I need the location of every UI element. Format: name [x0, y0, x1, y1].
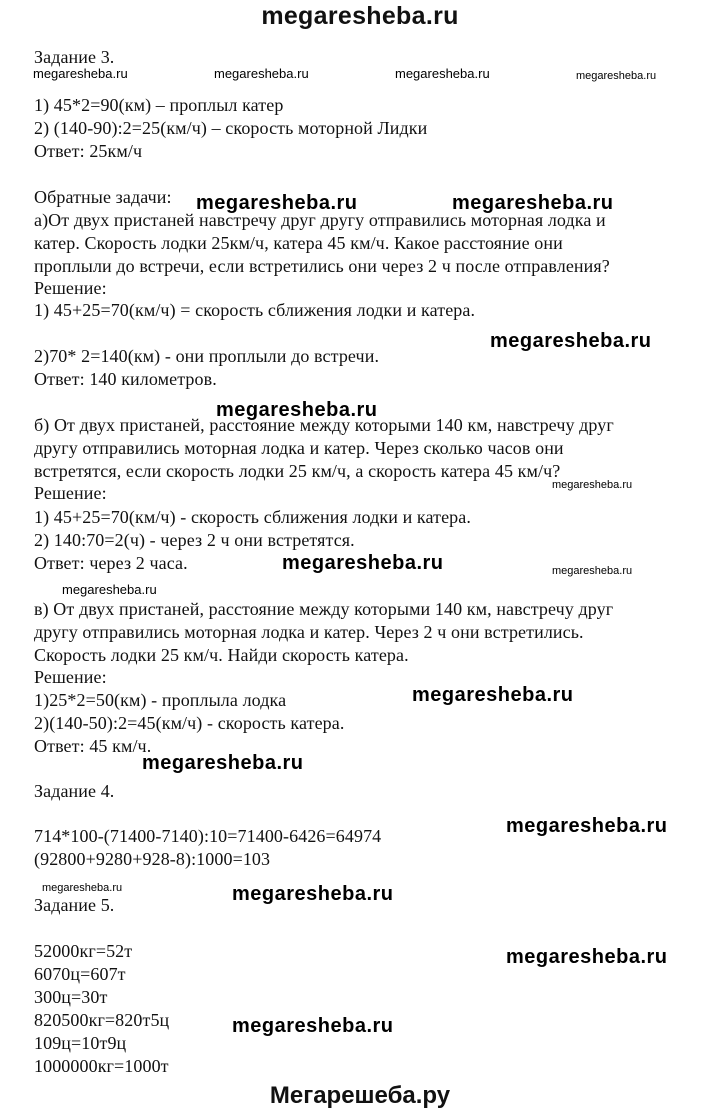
page-footer-site: Мегарешеба.ру [269, 1082, 451, 1109]
watermark: megaresheba.ru [196, 192, 358, 214]
problem-b-line-3: встретятся, если скорость лодки 25 км/ч, а скорость катера 45 км/ч? [34, 461, 561, 481]
problem-a-step-1: 1) 45+25=70(км/ч) = скорость сближения лодки и катера. [34, 300, 476, 320]
watermark: megaresheba.ru [232, 1015, 394, 1037]
watermark: megaresheba.ru [490, 330, 652, 352]
task5-line-4: 820500кг=820т5ц [34, 1010, 170, 1030]
problem-c-step-2: 2)(140-50):2=45(км/ч) - скорость катера. [34, 713, 345, 733]
watermark: megaresheba.ru [552, 479, 633, 491]
watermark: megaresheba.ru [142, 752, 304, 774]
watermark: megaresheba.ru [282, 552, 444, 574]
problem-b-step-1: 1) 45+25=70(км/ч) - скорость сближения лодки и катера. [34, 507, 471, 527]
inverse-title: Обратные задачи: [34, 187, 172, 207]
problem-a-line-3: проплыли до встречи, если встретились они через 2 ч после отправления? [34, 256, 610, 276]
task5-line-5: 109ц=10т9ц [34, 1033, 127, 1053]
problem-c-line-2: другу отправились моторная лодка и катер. Через 2 ч они встретились. [34, 622, 584, 642]
problem-c-line-3: Скорость лодки 25 км/ч. Найди скорость катера. [34, 645, 409, 665]
watermark: megaresheba.ru [62, 582, 157, 597]
watermark: megaresheba.ru [452, 192, 614, 214]
problem-a-line-2: катер. Скорость лодки 25км/ч, катера 45 км/ч. Какое расстояние они [34, 233, 563, 253]
task3-step-1: 1) 45*2=90(км) – проплыл катер [34, 95, 284, 115]
watermark: megaresheba.ru [395, 66, 490, 81]
page-header-site: megaresheba.ru [261, 2, 459, 30]
task5-title: Задание 5. [34, 895, 115, 915]
watermark: megaresheba.ru [33, 66, 128, 81]
watermark: megaresheba.ru [232, 883, 394, 905]
problem-a-step-2: 2)70* 2=140(км) - они проплыли до встречи. [34, 346, 380, 366]
problem-a-solution-label: Решение: [34, 278, 107, 298]
problem-c-line-1: в) От двух пристаней, расстояние между которыми 140 км, навстречу друг [34, 599, 614, 619]
task4-title: Задание 4. [34, 781, 115, 801]
problem-c-step-1: 1)25*2=50(км) - проплыла лодка [34, 690, 287, 710]
problem-b-answer: Ответ: через 2 часа. [34, 553, 188, 573]
problem-a-answer: Ответ: 140 километров. [34, 369, 217, 389]
problem-b-line-1: б) От двух пристаней, расстояние между которыми 140 км, навстречу друг [34, 415, 614, 435]
task5-line-3: 300ц=30т [34, 987, 108, 1007]
task5-line-1: 52000кг=52т [34, 941, 133, 961]
problem-b-step-2: 2) 140:70=2(ч) - через 2 ч они встретятся. [34, 530, 355, 550]
watermark: megaresheba.ru [412, 684, 574, 706]
watermark: megaresheba.ru [214, 66, 309, 81]
task5-line-6: 1000000кг=1000т [34, 1056, 169, 1076]
watermark: megaresheba.ru [552, 565, 633, 577]
problem-a-line-1: а)От двух пристаней навстречу друг другу отправились моторная лодка и [34, 210, 606, 230]
watermark: megaresheba.ru [506, 946, 668, 968]
watermark: megaresheba.ru [506, 815, 668, 837]
problem-c-solution-label: Решение: [34, 667, 107, 687]
task4-line-2: (92800+9280+928-8):1000=103 [34, 849, 271, 869]
task3-answer: Ответ: 25км/ч [34, 141, 143, 161]
task3-step-2: 2) (140-90):2=25(км/ч) – скорость моторной Лидки [34, 118, 428, 138]
task4-line-1: 714*100-(71400-7140):10=71400-6426=64974 [34, 826, 382, 846]
problem-b-solution-label: Решение: [34, 483, 107, 503]
problem-b-line-2: другу отправились моторная лодка и катер. Через сколько часов они [34, 438, 564, 458]
task5-line-2: 6070ц=607т [34, 964, 126, 984]
watermark: megaresheba.ru [216, 399, 378, 421]
problem-c-answer: Ответ: 45 км/ч. [34, 736, 152, 756]
watermark: megaresheba.ru [576, 70, 657, 82]
task3-title: Задание 3. [34, 47, 115, 67]
watermark: megaresheba.ru [42, 882, 123, 894]
